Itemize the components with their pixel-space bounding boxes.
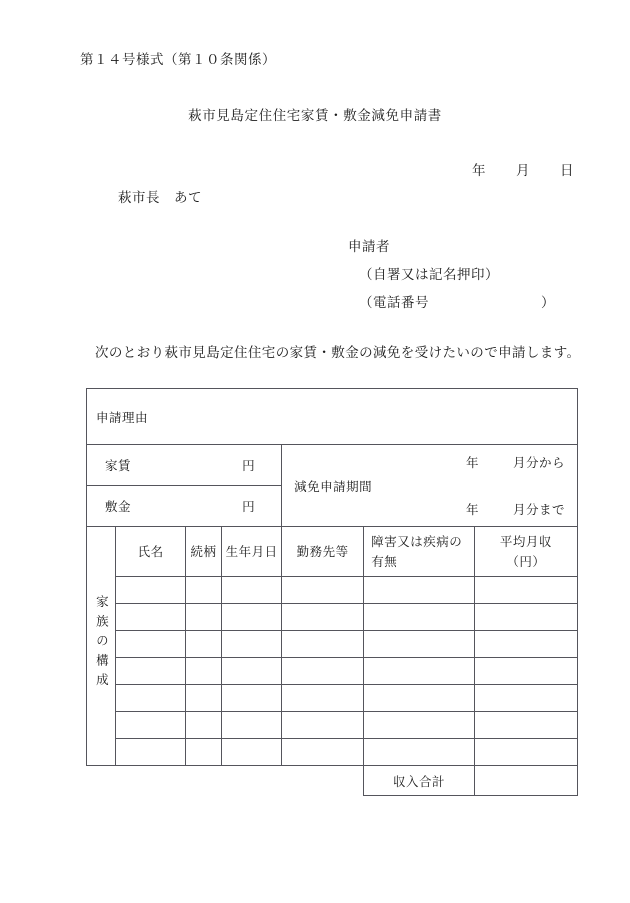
cell-workplace[interactable] [282, 685, 364, 712]
form-number: 第１４号様式（第１０条関係） [80, 52, 276, 68]
cell-name[interactable] [116, 577, 186, 604]
cell-birthdate[interactable] [222, 631, 282, 658]
cell-relationship[interactable] [186, 739, 222, 766]
cell-income[interactable] [474, 712, 577, 739]
col-header-name: 氏名 [116, 527, 186, 577]
cell-name[interactable] [116, 739, 186, 766]
cell-income[interactable] [474, 631, 577, 658]
cell-name[interactable] [116, 604, 186, 631]
period-from [466, 453, 565, 471]
applicant-phone-close: ） [541, 295, 555, 311]
cell-name[interactable] [116, 658, 186, 685]
cell-name[interactable] [116, 685, 186, 712]
cell-birthdate[interactable] [222, 712, 282, 739]
cell-relationship[interactable] [186, 577, 222, 604]
total-row [87, 766, 578, 796]
col-header-workplace: 勤務先等 [282, 527, 364, 577]
family-vertical-label: 家族の構成 [94, 594, 110, 693]
cell-relationship[interactable] [186, 631, 222, 658]
applicant-signature-note: （自署又は記名押印） [359, 267, 499, 283]
col-header-disability-line1: 障害又は疾病の [371, 534, 463, 550]
cell-disability[interactable] [364, 685, 475, 712]
cell-workplace[interactable] [282, 658, 364, 685]
cell-birthdate[interactable] [222, 739, 282, 766]
col-header-relationship: 続柄 [186, 527, 222, 577]
cell-workplace[interactable] [282, 712, 364, 739]
cell-income[interactable] [474, 739, 577, 766]
date-year-label: 年 [472, 163, 486, 179]
addressee-name: 萩市長 [118, 190, 160, 206]
rent-label: 家賃 [105, 458, 132, 473]
cell-workplace[interactable] [282, 577, 364, 604]
cell-birthdate[interactable] [222, 658, 282, 685]
cell-disability[interactable] [364, 577, 475, 604]
period-label: 減免申請期間 [294, 478, 373, 494]
period-from-month: 月分から [512, 455, 565, 470]
cell-disability[interactable] [364, 604, 475, 631]
cell-disability[interactable] [364, 712, 475, 739]
cell-relationship[interactable] [186, 658, 222, 685]
table-row [87, 604, 578, 631]
cell-income[interactable] [474, 685, 577, 712]
period-from-year: 年 [465, 455, 479, 470]
application-table [86, 388, 578, 796]
applicant-phone-label: （電話番号 [359, 295, 429, 311]
table-row [87, 739, 578, 766]
applicant-block [348, 235, 555, 319]
table-row [87, 577, 578, 604]
table-row [87, 658, 578, 685]
col-header-disability [364, 527, 475, 577]
table-row [87, 712, 578, 739]
cell-disability[interactable] [364, 631, 475, 658]
family-vertical-label-cell [87, 527, 116, 766]
cell-income[interactable] [474, 604, 577, 631]
table-row [87, 631, 578, 658]
reason-row [87, 389, 578, 445]
cell-birthdate[interactable] [222, 604, 282, 631]
addressee [118, 186, 202, 206]
cell-workplace[interactable] [282, 604, 364, 631]
col-header-income [474, 527, 577, 577]
col-header-birthdate: 生年月日 [222, 527, 282, 577]
cell-disability[interactable] [364, 658, 475, 685]
addressee-suffix: あて [174, 190, 202, 206]
statement-text: 次のとおり萩市見島定住住宅の家賃・敷金の減免を受けたいので申請します。 [95, 345, 581, 361]
reason-cell [87, 389, 578, 445]
cell-income[interactable] [474, 577, 577, 604]
cell-relationship[interactable] [186, 604, 222, 631]
cell-relationship[interactable] [186, 685, 222, 712]
rent-cell [87, 445, 282, 486]
cell-birthdate[interactable] [222, 685, 282, 712]
col-header-income-line2: （円） [506, 553, 546, 569]
cell-disability[interactable] [364, 739, 475, 766]
applicant-phone-line [348, 291, 555, 311]
deposit-label: 敷金 [105, 499, 132, 514]
document-title: 萩市見島定住住宅家賃・敷金減免申請書 [188, 108, 442, 124]
rent-row [87, 445, 578, 486]
cell-birthdate[interactable] [222, 577, 282, 604]
cell-name[interactable] [116, 712, 186, 739]
col-header-disability-line2: 有無 [371, 553, 398, 569]
period-to [466, 500, 565, 518]
deposit-cell [87, 486, 282, 527]
cell-relationship[interactable] [186, 712, 222, 739]
reason-label: 申請理由 [96, 409, 149, 425]
date-day-label: 日 [560, 163, 574, 179]
cell-workplace[interactable] [282, 631, 364, 658]
applicant-label: 申請者 [348, 239, 390, 255]
period-to-year: 年 [465, 502, 479, 517]
period-to-month: 月分まで [512, 502, 565, 517]
date-month-label: 月 [516, 163, 530, 179]
cell-income[interactable] [474, 658, 577, 685]
col-header-income-line1: 平均月収 [499, 534, 552, 550]
cell-name[interactable] [116, 631, 186, 658]
period-cell [282, 445, 578, 527]
date-line [0, 159, 630, 179]
family-header-row [87, 527, 578, 577]
table-row [87, 685, 578, 712]
deposit-unit: 円 [242, 499, 256, 514]
total-label: 収入合計 [364, 766, 475, 796]
total-spacer [87, 766, 364, 796]
rent-unit: 円 [242, 458, 256, 473]
cell-workplace[interactable] [282, 739, 364, 766]
total-value[interactable] [474, 766, 577, 796]
